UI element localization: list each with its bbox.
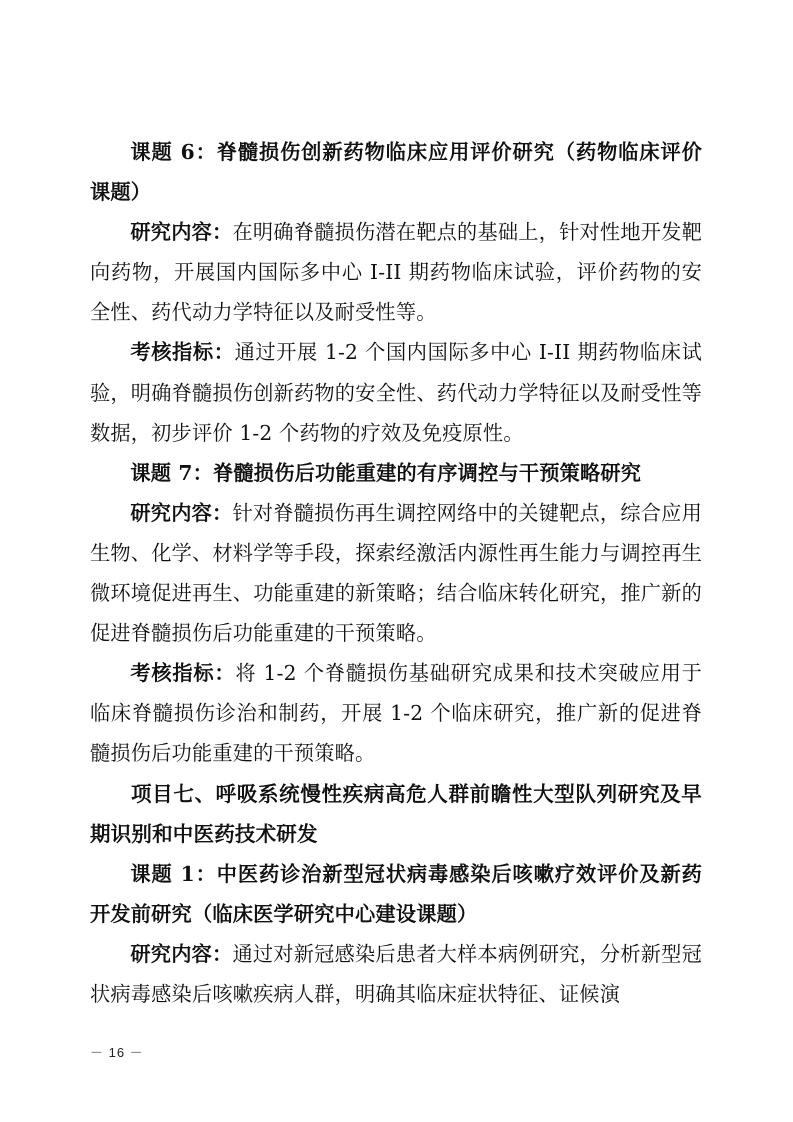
research-content-label: 研究内容： — [130, 500, 233, 525]
research-content-text: 在明确脊髓损伤潜在靶点的基础上，针对性地开发靶向药物，开展国内国际多中心 I-II 期药物临床试验，评价药物的安全性、药代动力学特征以及耐受性等。 — [90, 220, 702, 325]
topic-heading-1 — [90, 854, 702, 934]
research-content-text: 针对脊髓损伤再生调控网络中的关键靶点，综合应用生物、化学、材料学等手段，探索经激活内源性再生能力与调控再生微环境促进再生、功能重建的新策略；结合临床转化研究，推广新的促进脊髓损伤后功能重建的干预策略。 — [90, 500, 702, 646]
research-content-label: 研究内容： — [130, 941, 233, 966]
topic-heading-6 — [90, 132, 702, 212]
assessment-indicator-text: 将 1-2 个脊髓损伤基础研究成果和技术突破应用于临床脊髓损伤诊治和制药，开展 1-2 个临床研究，推广新的促进脊髓损伤后功能重建的干预策略。 — [90, 661, 702, 766]
topic-heading-text: 课题 7：脊髓损伤后功能重建的有序调控与干预策略研究 — [130, 460, 642, 485]
assessment-indicator-label: 考核指标： — [130, 661, 236, 686]
project-heading-text: 项目七、呼吸系统慢性疾病高危人群前瞻性大型队列研究及早期识别和中医药技术研发 — [90, 781, 702, 846]
research-content-paragraph — [90, 493, 702, 653]
assessment-indicator-text: 通过开展 1-2 个国内国际多中心 I-II 期药物临床试验，明确脊髓损伤创新药物的安全性、药代动力学特征以及耐受性等数据，初步评价 1-2 个药物的疗效及免疫原性。 — [90, 340, 702, 445]
topic-heading-text: 课题 1：中医药诊治新型冠状病毒感染后咳嗽疗效评价及新药开发前研究（临床医学研究中心建设课题） — [90, 861, 702, 926]
project-heading-7 — [90, 774, 702, 854]
assessment-indicator-label: 考核指标： — [130, 340, 235, 365]
assessment-indicator-paragraph — [90, 332, 702, 452]
topic-heading-7 — [90, 453, 702, 493]
research-content-text: 通过对新冠感染后患者大样本病例研究，分析新型冠状病毒感染后咳嗽疾病人群，明确其临床症状特征、证候演 — [90, 941, 702, 1006]
page-number: － 16 － — [90, 1045, 144, 1060]
research-content-paragraph — [90, 934, 702, 1014]
assessment-indicator-paragraph — [90, 653, 702, 773]
research-content-paragraph — [90, 212, 702, 332]
document-body — [90, 132, 702, 1014]
research-content-label: 研究内容： — [130, 220, 233, 245]
topic-heading-text: 课题 6：脊髓损伤创新药物临床应用评价研究（药物临床评价课题） — [90, 140, 702, 205]
